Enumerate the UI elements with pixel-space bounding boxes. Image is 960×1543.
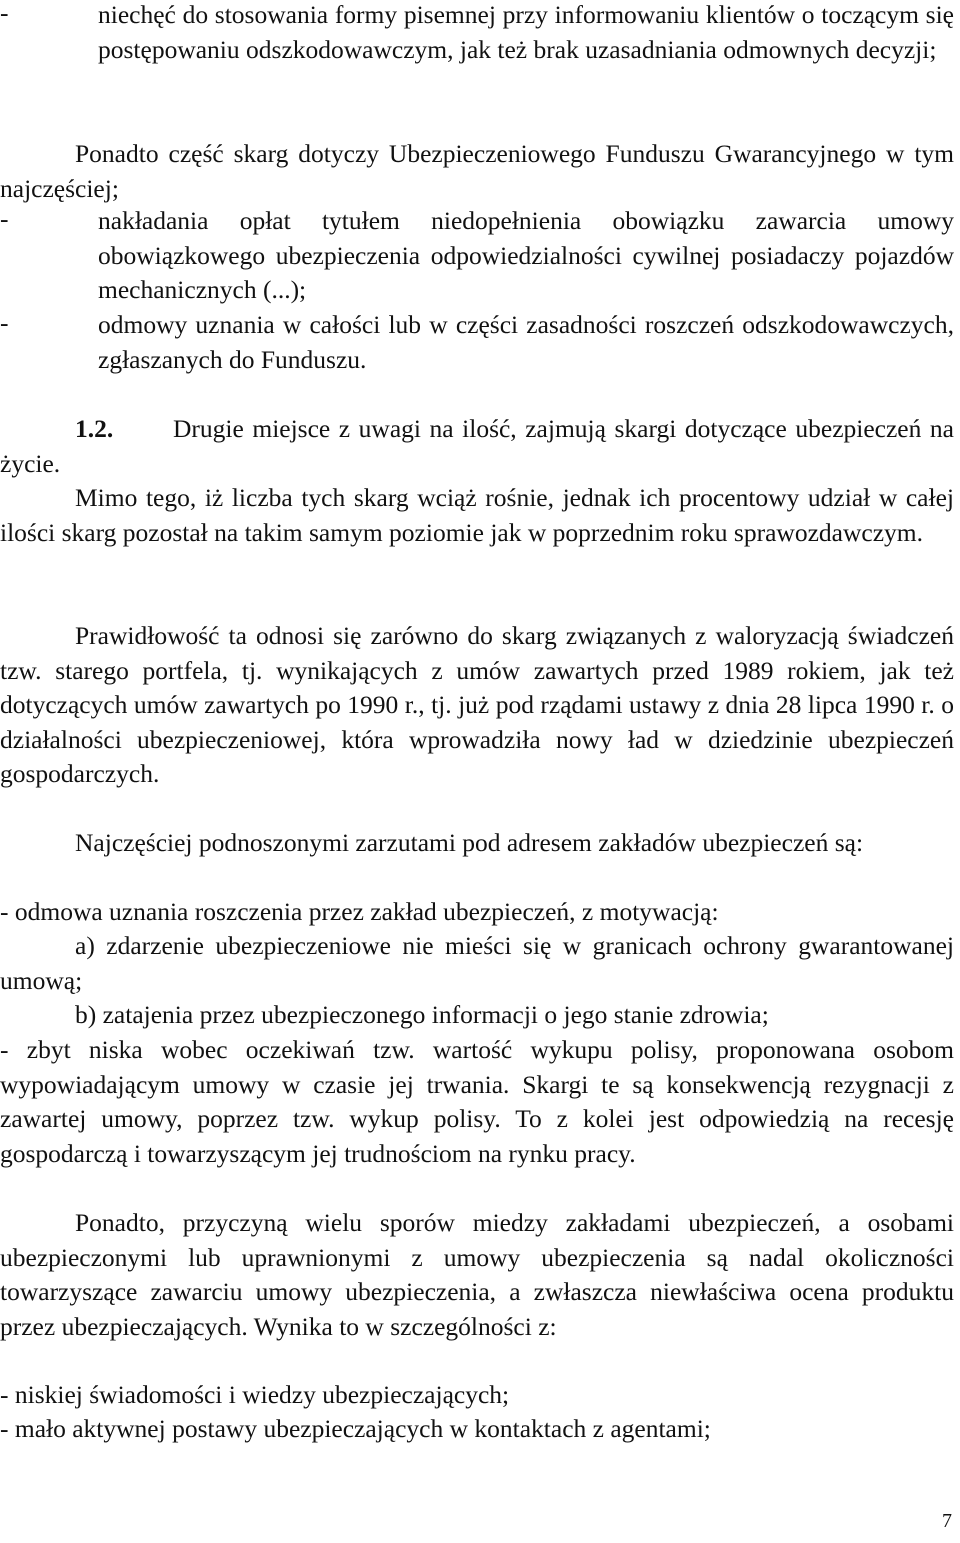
- list-item: [0, 0, 954, 67]
- list-item-text: niechęć do stosowania formy pisemnej przy informowaniu klientów o toczącym się postępowaniu odszkodowawczym, jak też brak uzasadniania odmownych decyzji;: [98, 0, 954, 64]
- list-item: - niskiej świadomości i wiedzy ubezpieczających;: [0, 1380, 510, 1409]
- sub-item: a) zdarzenie ubezpieczeniowe nie mieści się w granicach ochrony gwarantowanej umową;: [0, 931, 954, 995]
- list-item-text: nakładania opłat tytułem niedopełnienia obowiązku zawarcia umowy obowiązkowego ubezpieczenia odpowiedzialności cywilnej posiadaczy pojazdów mechanicznych (...);: [98, 206, 954, 304]
- paragraph: Prawidłowość ta odnosi się zarówno do skarg związanych z waloryzacją świadczeń tzw. starego portfela, tj. wynikających z umów zawartych przed 1989 rokiem, jak też dotyczących umów zawartych po 1990 r., tj. już pod rządami ustawy z dnia 28 lipca 1990 r. o działalności ubezpieczeniowej, która wprowadziła nowy ład w dziedzinie ubezpieczeń gospodarczych.: [0, 621, 954, 788]
- list-item: [0, 204, 954, 308]
- section-number: 1.2.: [75, 414, 114, 443]
- section-heading: [0, 412, 954, 481]
- list-item-text: odmowy uznania w całości lub w części zasadności roszczeń odszkodowawczych, zgłaszanych do Funduszu.: [98, 310, 954, 374]
- list-dash: -: [0, 308, 9, 337]
- list-item: - odmowa uznania roszczenia przez zakład ubezpieczeń, z motywacją:: [0, 897, 719, 926]
- list-dash: -: [0, 204, 9, 233]
- sub-item: b) zatajenia przez ubezpieczonego informacji o jego stanie zdrowia;: [75, 1000, 769, 1029]
- list-item: - mało aktywnej postawy ubezpieczających w kontaktach z agentami;: [0, 1414, 711, 1443]
- list-item: [0, 308, 954, 377]
- page-number: 7: [942, 1510, 952, 1532]
- paragraph: - zbyt niska wobec oczekiwań tzw. wartość wykupu polisy, proponowana osobom wypowiadającym umowy w czasie jej trwania. Skargi te są konsekwencją rezygnacji z zawartej umowy, poprzez tzw. wykup polisy. To z kolei jest odpowiedzią na recesję gospodarczą i towarzyszącym jej trudnościom na rynku pracy.: [0, 1035, 954, 1168]
- list-dash: -: [0, 0, 9, 27]
- paragraph: Mimo tego, iż liczba tych skarg wciąż rośnie, jednak ich procentowy udział w całej ilości skarg pozostał na takim samym poziomie jak w poprzednim roku sprawozdawczym.: [0, 483, 954, 547]
- paragraph: Najczęściej podnoszonymi zarzutami pod adresem zakładów ubezpieczeń są:: [75, 828, 864, 857]
- paragraph: Ponadto część skarg dotyczy Ubezpieczeniowego Funduszu Gwarancyjnego w tym najczęściej;: [0, 139, 954, 203]
- paragraph: Ponadto, przyczyną wielu sporów miedzy zakładami ubezpieczeń, a osobami ubezpieczonymi lub uprawnionymi z umowy ubezpieczenia są nadal okoliczności towarzyszące zawarciu umowy ubezpieczenia, a zwłaszcza niewłaściwa ocena produktu przez ubezpieczających. Wynika to w szczególności z:: [0, 1208, 954, 1341]
- section-text: Drugie miejsce z uwagi na ilość, zajmują skargi dotyczące ubezpieczeń na życie.: [0, 414, 954, 478]
